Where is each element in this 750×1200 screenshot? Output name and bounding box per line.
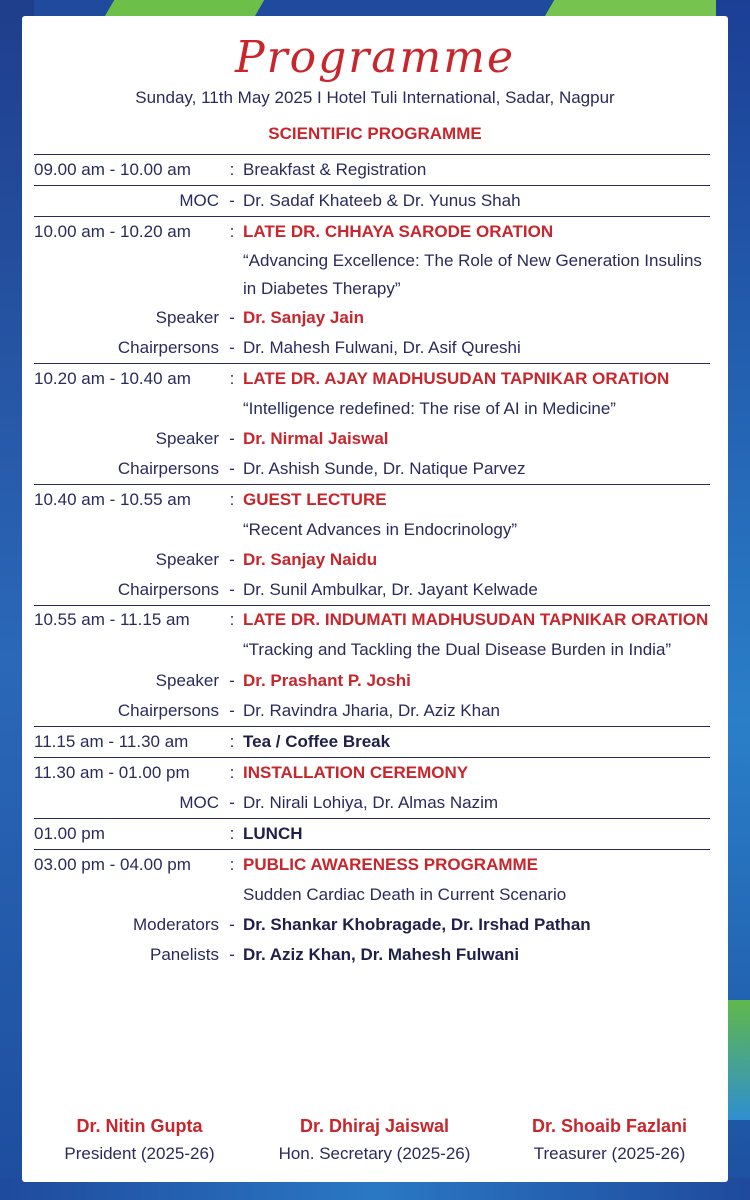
separator: - (229, 550, 235, 569)
role-label: Chairpersons (117, 459, 219, 478)
signatory-name: Dr. Nitin Gupta (76, 1116, 203, 1136)
role-label: Speaker (155, 429, 219, 448)
separator: : (229, 610, 235, 629)
speaker-name: Dr. Prashant P. Joshi (243, 671, 411, 690)
separator: : (229, 763, 235, 782)
schedule-row (34, 186, 710, 216)
page-title: Programme (234, 32, 516, 83)
schedule-row (34, 485, 710, 515)
schedule-row (34, 424, 710, 454)
schedule-row (34, 910, 710, 940)
separator: - (229, 459, 235, 478)
separator: - (229, 580, 235, 599)
signatory-role: Treasurer (2025-26) (533, 1144, 686, 1163)
schedule-block (34, 154, 710, 185)
schedule-row (34, 819, 710, 849)
schedule-row (34, 636, 710, 666)
session-topic: “Intelligence redefined: The rise of AI in Medicine” (243, 399, 616, 418)
role-label: Chairpersons (117, 701, 219, 720)
event-date-venue: Sunday, 11th May 2025 I Hotel Tuli International, Sadar, Nagpur (135, 88, 615, 107)
chairpersons-names: Dr. Mahesh Fulwani, Dr. Asif Qureshi (243, 338, 521, 357)
signatory-role: Hon. Secretary (2025-26) (278, 1144, 471, 1163)
role-label: MOC (179, 793, 219, 812)
separator: : (229, 222, 235, 241)
schedule-row (34, 666, 710, 696)
programme-schedule (34, 154, 710, 970)
signatory-name: Dr. Dhiraj Jaiswal (299, 1116, 450, 1136)
session-time: 09.00 am - 10.00 am (34, 160, 191, 179)
session-title: LATE DR. INDUMATI MADHUSUDAN TAPNIKAR ORATION (243, 610, 709, 629)
session-time: 10.40 am - 10.55 am (34, 490, 191, 509)
session-time: 03.00 pm - 04.00 pm (34, 855, 191, 874)
session-title: LATE DR. CHHAYA SARODE ORATION (243, 222, 554, 241)
role-label: Chairpersons (117, 580, 219, 599)
role-label: Moderators (133, 915, 219, 934)
separator: : (229, 490, 235, 509)
role-label: Speaker (155, 671, 219, 690)
schedule-row (34, 247, 710, 303)
session-title: Breakfast & Registration (243, 160, 427, 179)
role-label: MOC (179, 191, 219, 210)
separator: : (229, 160, 235, 179)
schedule-row (34, 364, 710, 394)
separator: : (229, 369, 235, 388)
programme-panel (22, 16, 728, 1182)
moderators-names: Dr. Shankar Khobragade, Dr. Irshad Pathan (243, 915, 591, 934)
separator: - (229, 429, 235, 448)
schedule-block (34, 757, 710, 818)
separator: - (229, 701, 235, 720)
signatory-name: Dr. Shoaib Fazlani (531, 1116, 688, 1136)
role-label: Speaker (155, 308, 219, 327)
signatory-treasurer (492, 1112, 727, 1168)
schedule-row (34, 303, 710, 333)
schedule-row (34, 217, 710, 247)
session-title: PUBLIC AWARENESS PROGRAMME (243, 855, 539, 874)
session-time: 10.20 am - 10.40 am (34, 369, 191, 388)
session-title: INSTALLATION CEREMONY (243, 763, 469, 782)
schedule-row (34, 606, 710, 636)
schedule-block (34, 484, 710, 605)
speaker-name: Dr. Nirmal Jaiswal (243, 429, 389, 448)
schedule-row (34, 727, 710, 757)
session-time: 11.30 am - 01.00 pm (34, 763, 190, 782)
schedule-row (34, 394, 710, 424)
schedule-row (34, 333, 710, 363)
session-time: 10.00 am - 10.20 am (34, 222, 191, 241)
speaker-name: Dr. Sanjay Naidu (243, 550, 378, 569)
session-time: 11.15 am - 11.30 am (34, 732, 189, 751)
chairpersons-names: Dr. Ashish Sunde, Dr. Natique Parvez (243, 459, 526, 478)
schedule-row (34, 758, 710, 788)
signatory-role: President (2025-26) (64, 1144, 215, 1163)
chairpersons-names: Dr. Sunil Ambulkar, Dr. Jayant Kelwade (243, 580, 538, 599)
separator: - (229, 915, 235, 934)
separator: - (229, 191, 235, 210)
panelists-names: Dr. Aziz Khan, Dr. Mahesh Fulwani (243, 945, 520, 964)
separator: : (229, 824, 235, 843)
schedule-row (34, 940, 710, 970)
schedule-row (34, 515, 710, 545)
schedule-row (34, 880, 710, 910)
session-topic: “Recent Advances in Endocrinology” (243, 520, 518, 539)
schedule-row (34, 155, 710, 185)
separator: - (229, 308, 235, 327)
separator: - (229, 671, 235, 690)
separator: - (229, 793, 235, 812)
schedule-row (34, 545, 710, 575)
separator: : (229, 732, 235, 751)
session-topic: “Advancing Excellence: The Role of New Generation Insulins in Diabetes Therapy” (243, 251, 702, 298)
schedule-row (34, 575, 710, 605)
chairpersons-names: Dr. Ravindra Jharia, Dr. Aziz Khan (243, 701, 501, 720)
schedule-row (34, 696, 710, 726)
session-topic: “Tracking and Tackling the Dual Disease Burden in India” (243, 640, 672, 659)
role-label: Chairpersons (117, 338, 219, 357)
session-title: LUNCH (243, 824, 303, 843)
session-time: 10.55 am - 11.15 am (34, 610, 190, 629)
session-title: Tea / Coffee Break (243, 732, 391, 751)
session-topic: Sudden Cardiac Death in Current Scenario (243, 885, 567, 904)
session-time: 01.00 pm (34, 824, 105, 843)
signatory-president (22, 1112, 257, 1168)
schedule-block (34, 818, 710, 849)
schedule-block (34, 363, 710, 484)
schedule-row (34, 850, 710, 880)
schedule-row (34, 788, 710, 818)
separator: - (229, 338, 235, 357)
session-title: GUEST LECTURE (243, 490, 387, 509)
role-label: Speaker (155, 550, 219, 569)
schedule-block (34, 605, 710, 726)
session-title: LATE DR. AJAY MADHUSUDAN TAPNIKAR ORATION (243, 369, 670, 388)
schedule-block (34, 216, 710, 363)
schedule-row (34, 454, 710, 484)
section-heading: SCIENTIFIC PROGRAMME (268, 124, 482, 143)
moc-names: Dr. Nirali Lohiya, Dr. Almas Nazim (243, 793, 499, 812)
moc-names: Dr. Sadaf Khateeb & Dr. Yunus Shah (243, 191, 521, 210)
separator: - (229, 945, 235, 964)
separator: : (229, 855, 235, 874)
role-label: Panelists (150, 945, 219, 964)
schedule-block (34, 726, 710, 757)
speaker-name: Dr. Sanjay Jain (243, 308, 364, 327)
schedule-block (34, 849, 710, 970)
signatory-secretary (257, 1112, 492, 1168)
schedule-block (34, 185, 710, 216)
